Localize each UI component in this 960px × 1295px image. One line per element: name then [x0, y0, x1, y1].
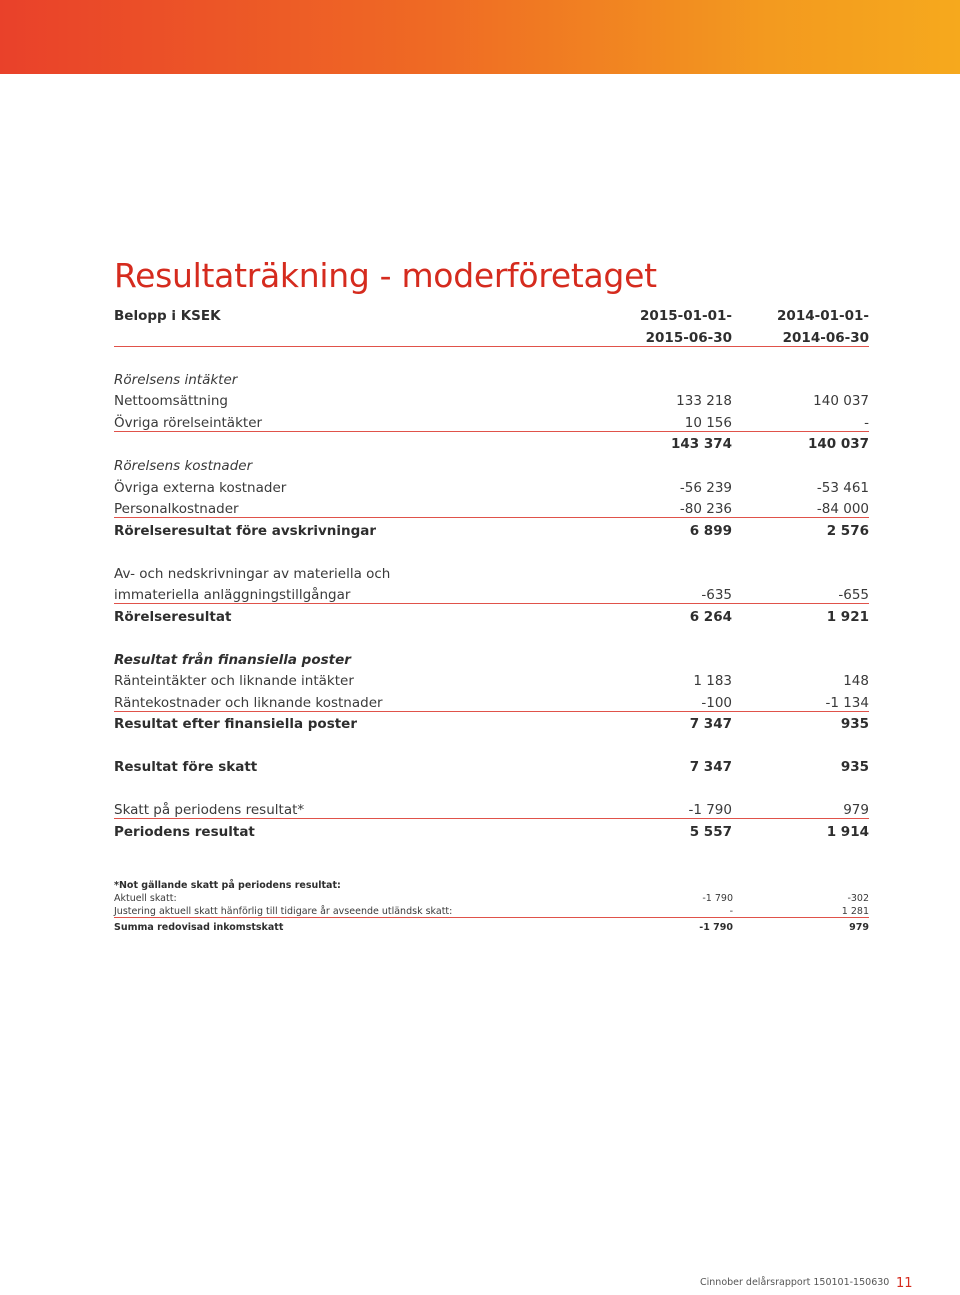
row-value-2014: 1 921	[826, 609, 869, 625]
row-label: Rörelsens intäkter	[114, 372, 238, 388]
subtotal-row	[114, 714, 869, 735]
row-value-2015: 6 899	[689, 523, 732, 539]
row-label: Övriga rörelseintäkter	[114, 415, 263, 431]
row-value-2014: 140 037	[813, 393, 869, 409]
row-label: immateriella anläggningstillgångar	[114, 587, 351, 603]
row-value-2015: 5 557	[689, 824, 732, 840]
tax-note-heading	[114, 879, 869, 892]
row-value-2014: 935	[840, 716, 869, 732]
note-label: Justering aktuell skatt hänförlig till tidigare år avseende utländsk skatt:	[114, 906, 453, 917]
row-value-2014: 979	[843, 802, 869, 818]
section-heading	[114, 650, 869, 671]
row-label: Övriga externa kostnader	[114, 480, 287, 496]
table-header-row	[114, 306, 869, 327]
row-label: Resultat efter finansiella poster	[114, 716, 357, 732]
note-label: Aktuell skatt:	[114, 893, 177, 904]
divider	[114, 603, 869, 604]
tax-note-total-row	[114, 921, 869, 934]
subtotal-row	[114, 757, 869, 778]
note-value-2014: 1 281	[841, 906, 869, 917]
total-row	[114, 822, 869, 843]
divider	[114, 818, 869, 819]
row-value-2015: -56 239	[679, 480, 732, 496]
header-gradient-bar	[0, 0, 960, 74]
row-label: Ränteintäkter och liknande intäkter	[114, 673, 354, 689]
note-value-2015: -1 790	[702, 893, 733, 904]
header-col2-line1: 2014-01-01-	[777, 308, 869, 324]
row-label: Resultat före skatt	[114, 759, 258, 775]
row-value-2014: -53 461	[816, 480, 869, 496]
table-row	[114, 478, 869, 499]
row-value-2015: -80 236	[679, 501, 732, 517]
row-value-2014: 148	[843, 673, 869, 689]
row-value-2015: -100	[701, 695, 732, 711]
row-label: Rörelsens kostnader	[114, 458, 253, 474]
note-heading-text: *Not gällande skatt på periodens resultat:	[114, 880, 341, 891]
row-value-2015: 7 347	[689, 716, 732, 732]
row-value-2014: 935	[840, 759, 869, 775]
note-value-2014: 979	[849, 922, 869, 933]
row-value-2015: 143 374	[670, 436, 732, 452]
note-label: Summa redovisad inkomstskatt	[114, 922, 284, 933]
row-value-2014: -1 134	[825, 695, 869, 711]
row-label: Rörelseresultat	[114, 609, 232, 625]
note-value-2014: -302	[847, 893, 869, 904]
tax-note-row	[114, 892, 869, 905]
row-label: Räntekostnader och liknande kostnader	[114, 695, 383, 711]
row-label: Rörelseresultat före avskrivningar	[114, 523, 377, 539]
row-label: Av- och nedskrivningar av materiella och	[114, 566, 391, 582]
header-col2-line2: 2014-06-30	[782, 330, 869, 346]
row-value-2015: 133 218	[676, 393, 732, 409]
row-label: Nettoomsättning	[114, 393, 228, 409]
table-row	[114, 671, 869, 692]
note-value-2015: -1 790	[699, 922, 733, 933]
divider	[114, 917, 869, 918]
header-col1-line2: 2015-06-30	[645, 330, 732, 346]
row-value-2014: -655	[838, 587, 869, 603]
subtotal-row	[114, 607, 869, 628]
divider	[114, 346, 869, 347]
row-value-2015: 6 264	[689, 609, 732, 625]
header-label: Belopp i KSEK	[114, 308, 221, 324]
row-label: Periodens resultat	[114, 824, 255, 840]
subtotal-row	[114, 434, 869, 455]
row-label: Personalkostnader	[114, 501, 239, 517]
table-row	[114, 564, 869, 585]
row-value-2014: 2 576	[826, 523, 869, 539]
subtotal-row	[114, 521, 869, 542]
header-col1-line1: 2015-01-01-	[640, 308, 732, 324]
divider	[114, 517, 869, 518]
row-value-2014: -84 000	[816, 501, 869, 517]
row-value-2014: 140 037	[807, 436, 869, 452]
table-row	[114, 391, 869, 412]
row-value-2015: -1 790	[688, 802, 732, 818]
divider	[114, 431, 869, 432]
row-value-2015: 10 156	[684, 415, 732, 431]
row-label: Skatt på periodens resultat*	[114, 802, 305, 818]
page-title: Resultaträkning - moderföretaget	[114, 256, 657, 295]
row-value-2014: -	[864, 415, 869, 431]
row-value-2015: 7 347	[689, 759, 732, 775]
row-value-2015: 1 183	[693, 673, 732, 689]
row-label: Resultat från finansiella poster	[114, 652, 351, 668]
page-number: 11	[896, 1276, 913, 1291]
row-value-2015: -635	[701, 587, 732, 603]
section-heading	[114, 456, 869, 477]
footer-text: Cinnober delårsrapport 150101-150630	[700, 1277, 890, 1288]
note-value-2015: -	[729, 906, 733, 917]
section-heading	[114, 370, 869, 391]
row-value-2014: 1 914	[826, 824, 869, 840]
divider	[114, 711, 869, 712]
